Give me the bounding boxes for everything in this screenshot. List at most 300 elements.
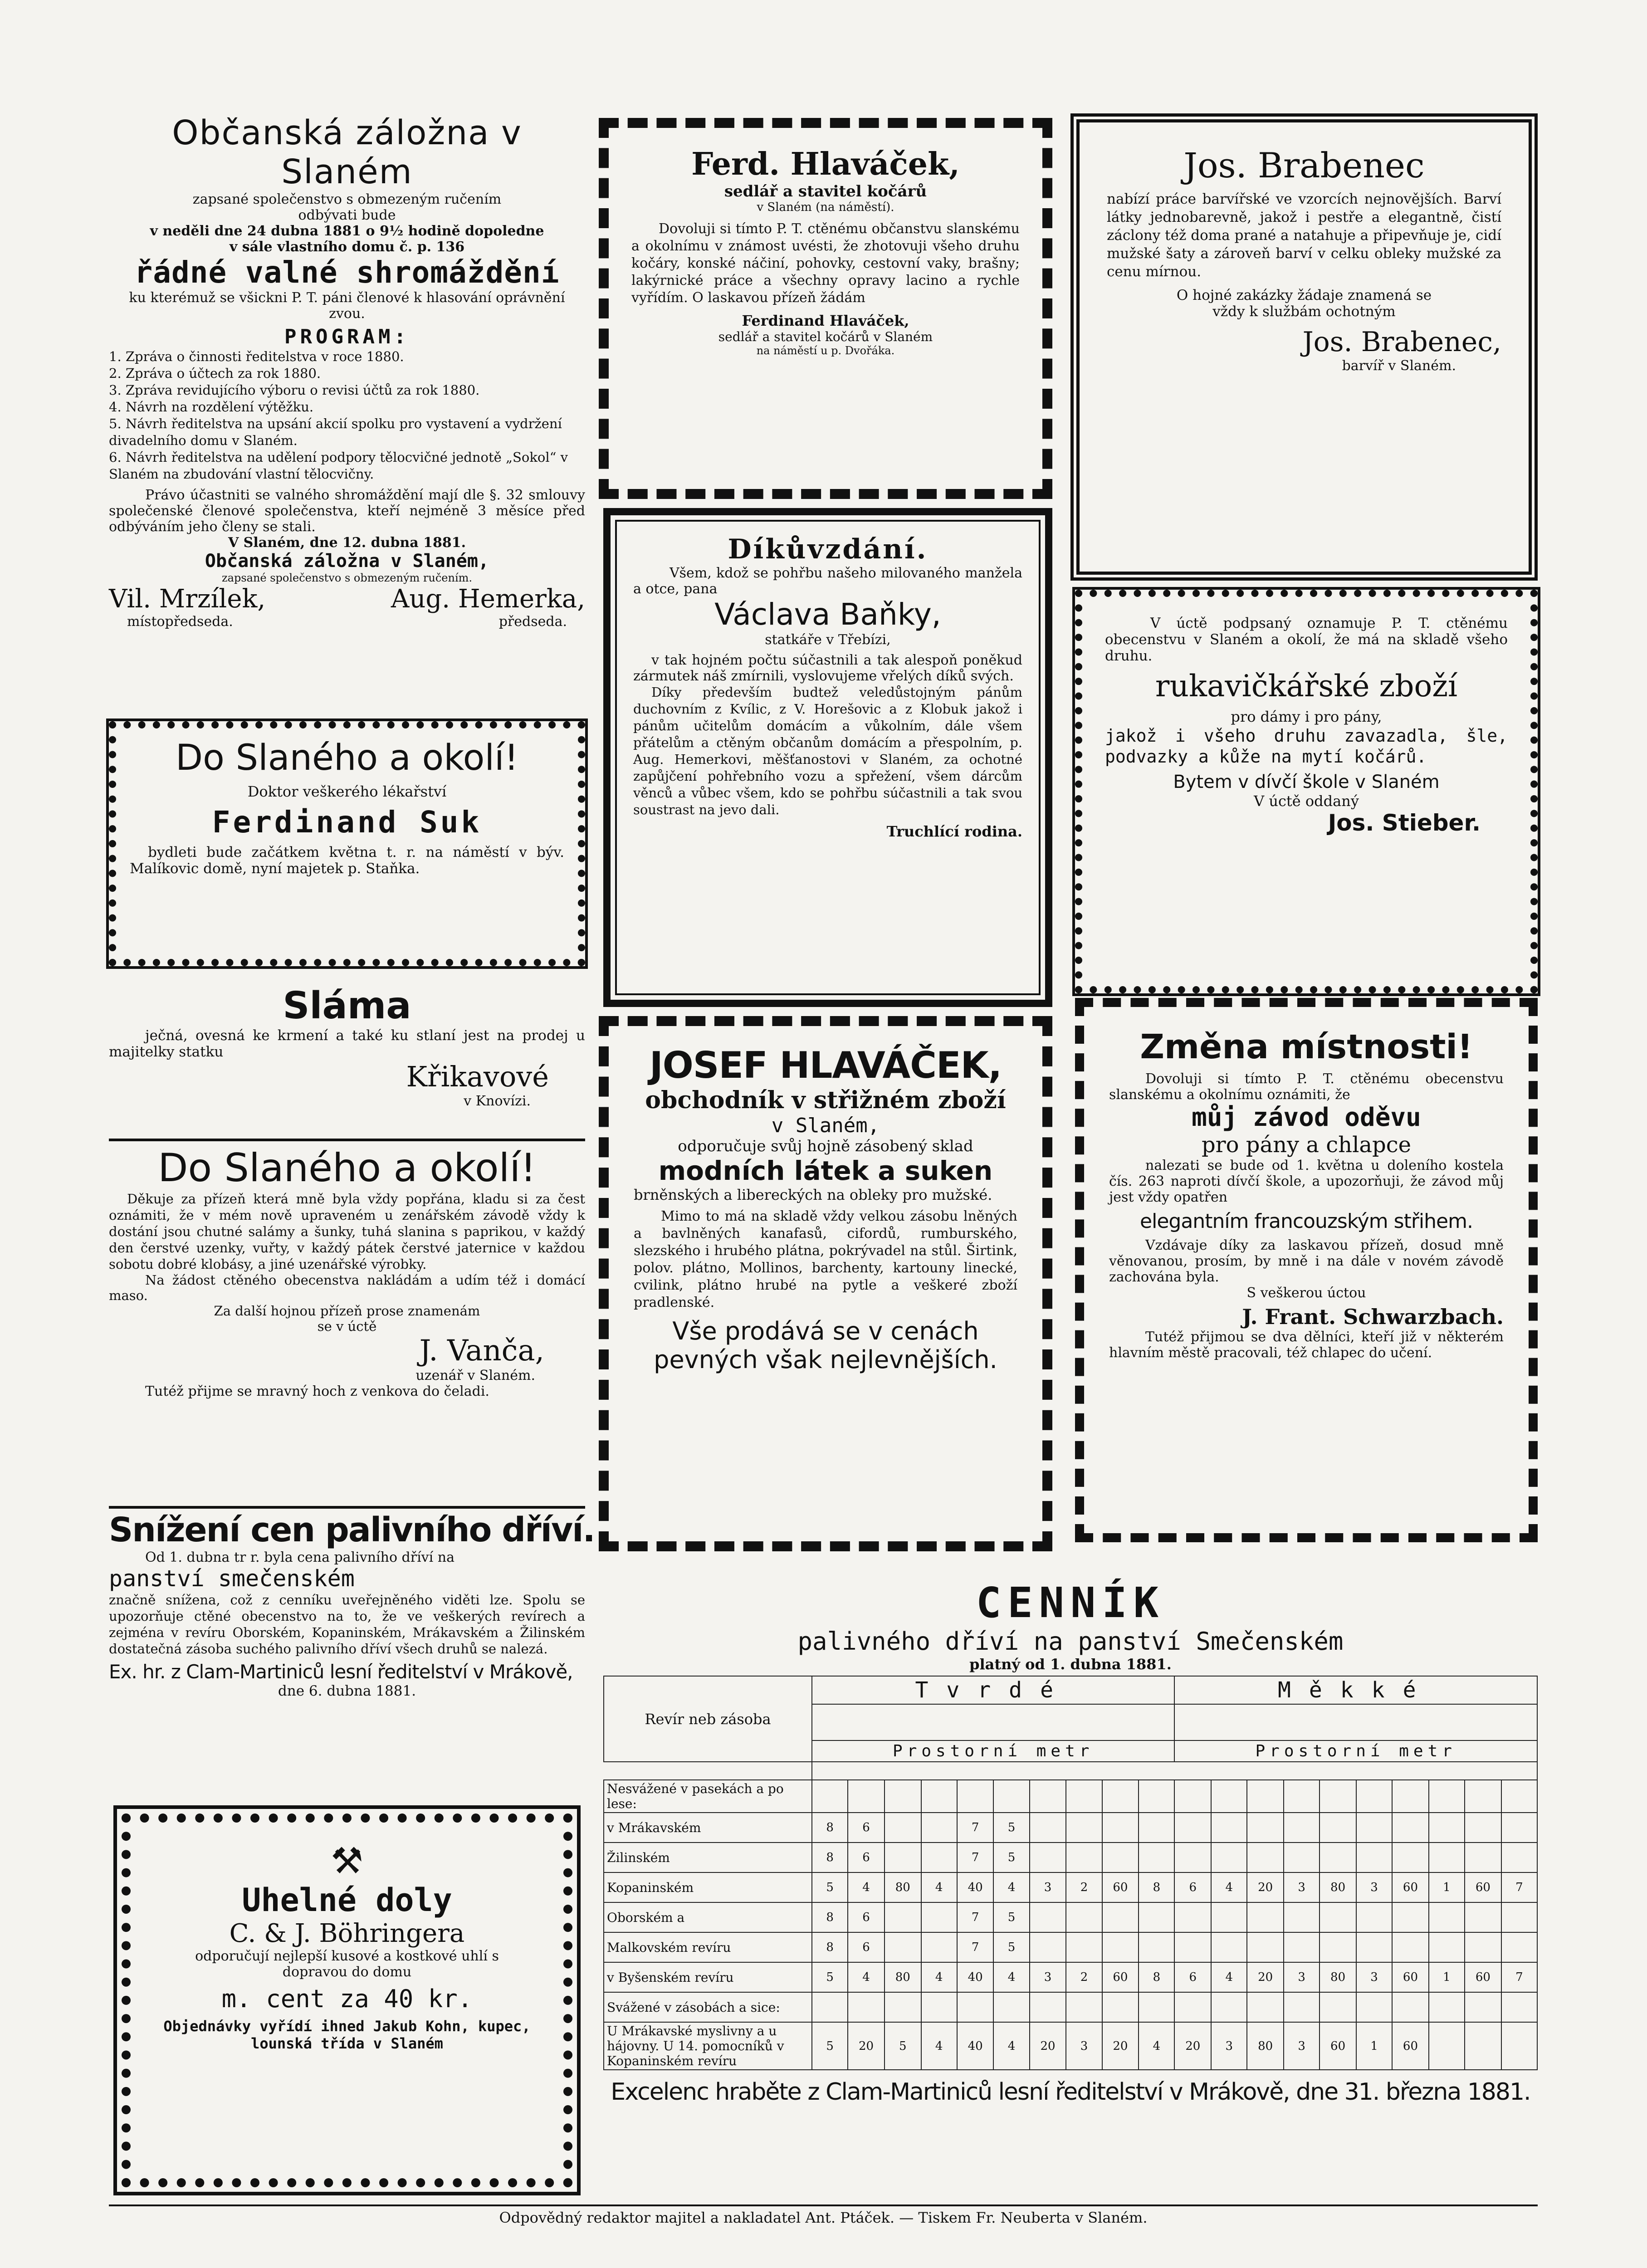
price-cell: 6 xyxy=(1174,1872,1211,1902)
vanca-text2: Na žádost ctěného obecenstva nakládám a udím též i domácí maso. xyxy=(109,1272,585,1303)
footer-rule xyxy=(109,2204,1538,2206)
price-cell xyxy=(1211,1932,1247,1962)
stieber-t5: V úctě oddaný xyxy=(1254,792,1359,810)
price-cell: 4 xyxy=(848,1872,885,1902)
price-cell: 5 xyxy=(993,1932,1029,1962)
price-cell xyxy=(1102,1843,1139,1872)
brabenec-sig2: barvíř v Slaném. xyxy=(1342,358,1456,374)
schwarz-t5: Tutéž přijmou se dva dělníci, kteří již v některém hlavním městě pracovali, též chlapec do učení. xyxy=(1109,1329,1504,1361)
zalozna-l5: ku kterémuž se všickni P. T. páni členové k hlasování oprávnění zvou. xyxy=(129,290,565,322)
price-cell xyxy=(1102,1813,1139,1843)
price-cell xyxy=(1066,1902,1102,1932)
price-cell: 3 xyxy=(1284,1962,1320,1992)
price-cell: 20 xyxy=(1247,1872,1284,1902)
price-cell xyxy=(1030,1992,1066,2022)
signer-1: Vil. Mrzílek, xyxy=(109,584,266,614)
brabenec-t2: O hojné zakázky žádaje znamená se vždy k službám ochotným xyxy=(1176,287,1432,320)
price-cell xyxy=(1174,1902,1211,1932)
price-cell: 8 xyxy=(812,1902,848,1932)
zalozna-l3: v neděli dne 24 dubna 1881 o 9½ hodině dopoledne xyxy=(150,223,544,239)
price-cell: 7 xyxy=(1501,1872,1537,1902)
item-6: 6. Návrh ředitelstva na udělení podpory tělocvičné jednotě „Sokol“ v Slaném na zbudování vlastní tělocvičny. xyxy=(109,450,568,482)
price-cell xyxy=(1211,1843,1247,1872)
hlavacek-sub: sedlář a stavitel kočárů xyxy=(724,182,927,200)
price-cell: 5 xyxy=(993,1813,1029,1843)
item-5: 5. Návrh ředitelstva na upsání akcií spolku pro vystavení a vydržení divadelního domu v Slaném. xyxy=(109,416,562,448)
price-cell: 7 xyxy=(957,1843,994,1872)
hlavacek-sig3: na náměstí u p. Dvořáka. xyxy=(756,344,895,357)
zalozna-pravo: Právo účastniti se valného shromáždění mají dle §. 32 smlouvy společenské členové společenstva, kteří nejméně 3 měsíce před odbýváním jeho členy se stali. xyxy=(109,487,585,535)
schwarz-t2: nalezati se bude od 1. května u doleního kostela čís. 263 naproti dívčí škole, a upozorňuji, že závod můj jest vždy opatřen xyxy=(1109,1158,1504,1205)
mekke-header: Měkké xyxy=(1174,1676,1537,1704)
zalozna-ad xyxy=(109,113,585,630)
price-cell: 1 xyxy=(1429,1962,1465,1992)
uhelne-order: Objednávky vyřídí ihned Jakub Kohn, kupec, lounská třída v Slaném xyxy=(163,2018,531,2052)
price-cell xyxy=(1139,1932,1174,1962)
row-label: Oborském a xyxy=(604,1902,812,1932)
suk-title: Do Slaného a okolí! xyxy=(176,738,518,778)
price-cell xyxy=(1139,1813,1174,1843)
price-cell xyxy=(1030,1902,1066,1932)
price-cell xyxy=(1429,1843,1465,1872)
price-cell: 4 xyxy=(921,2022,957,2070)
price-cell: 8 xyxy=(812,1813,848,1843)
price-cell: 80 xyxy=(885,1962,921,1992)
uhelne-price: m. cent za 40 kr. xyxy=(221,1984,473,2013)
diky-text3: Díky především budtež veledůstojným pánům duchovním z Kvílic, z V. Horešovic a z Klobuk jakož i pánům učitelům domácím a vůkolním, dále všem přátelům a ctěným občanům domácím a přespolním, p. Aug. Hemerkovi, měšťanostovi v Slaném, za ochotné zapůjčení pohřebního vozu a spřežení, všem dárcům věnců a vůbec všem, kdo se pohřbu súčastnili a tak svou soustrast na jevo dali. xyxy=(633,684,1022,817)
price-cell: 20 xyxy=(1247,1962,1284,1992)
cennik-title: CENNÍK xyxy=(976,1579,1165,1627)
signer-2: Aug. Hemerka, xyxy=(391,584,585,614)
price-cell: 7 xyxy=(1501,1962,1537,1992)
price-cell xyxy=(1320,1902,1356,1932)
hlavacek-sedlar-ad xyxy=(599,118,1052,499)
stieber-t3: jakož i všeho druhu zavazadla, šle, podvazky a kůže na mytí kočárů. xyxy=(1105,726,1508,767)
drivi-date: dne 6. dubna 1881. xyxy=(278,1683,416,1699)
zalozna-l2: odbývati bude xyxy=(298,207,396,223)
row-label: v Byšenském revíru xyxy=(604,1962,812,1992)
zalozna-items xyxy=(109,348,585,483)
stieber-sig: Jos. Stieber. xyxy=(1328,810,1481,836)
brabenec-ad xyxy=(1070,113,1538,581)
vanca-text4: Tutéž přijme se mravný hoch z venkova do čeladi. xyxy=(145,1383,489,1399)
table-row xyxy=(604,1780,1537,1813)
price-cell: 3 xyxy=(1356,1872,1392,1902)
price-cell: 20 xyxy=(1174,2022,1211,2070)
row-label: Žilinském xyxy=(604,1843,812,1872)
price-cell: 60 xyxy=(1392,1962,1429,1992)
row-label: Kopaninském xyxy=(604,1872,812,1902)
price-cell xyxy=(993,1780,1029,1813)
slama-title: Sláma xyxy=(283,984,411,1027)
price-cell: 60 xyxy=(1465,1872,1501,1902)
zalozna-sig-sub: zapsané společenstvo s obmezeným ručením. xyxy=(222,572,472,584)
price-cell: 20 xyxy=(1102,2022,1139,2070)
price-cell: 3 xyxy=(1211,2022,1247,2070)
price-cell xyxy=(1174,1932,1211,1962)
price-cell: 80 xyxy=(1320,1872,1356,1902)
uhelne-text: odporučují nejlepší kusové a kostkové uhlí s dopravou do domu xyxy=(195,1948,499,1980)
price-cell xyxy=(1356,1780,1392,1813)
vanca-role: uzenář v Slaném. xyxy=(415,1368,535,1383)
row-label: v Mrákavském xyxy=(604,1813,812,1843)
price-cell xyxy=(885,1780,921,1813)
price-cell xyxy=(1211,1992,1247,2022)
price-cell: 3 xyxy=(1066,2022,1102,2070)
price-cell xyxy=(812,1780,848,1813)
price-cell: 5 xyxy=(812,1872,848,1902)
dikuvzdani-ad xyxy=(603,508,1052,1007)
price-cell xyxy=(1174,1843,1211,1872)
schwarz-big2: pro pány a chlapce xyxy=(1201,1132,1412,1158)
price-cell xyxy=(1356,1992,1392,2022)
price-cell xyxy=(1392,1902,1429,1932)
price-cell xyxy=(1356,1902,1392,1932)
price-cell xyxy=(1501,1780,1537,1813)
price-cell: 60 xyxy=(1102,1872,1139,1902)
price-cell: 3 xyxy=(1030,1962,1066,1992)
price-cell xyxy=(1247,1843,1284,1872)
drivi-text1: Od 1. dubna tr r. byla cena palivního dříví na xyxy=(145,1549,455,1565)
zalozna-l4: v sále vlastního domu č. p. 136 xyxy=(229,239,465,255)
price-cell: 4 xyxy=(1139,2022,1174,2070)
price-cell xyxy=(1174,1992,1211,2022)
price-cell: 4 xyxy=(921,1872,957,1902)
row-label: U Mrákavské myslivny a u hájovny. U 14. pomocníků v Kopaninském revíru xyxy=(604,2022,812,2070)
josef-hlavacek-ad xyxy=(599,1016,1052,1551)
schwarz-t4: S veškerou úctou xyxy=(1246,1285,1366,1301)
vanca-text3: Za další hojnou přízeň prose znamenám se v úctě xyxy=(214,1303,480,1334)
price-cell: 6 xyxy=(848,1813,885,1843)
diky-name: Václava Baňky, xyxy=(714,597,941,632)
cennik-table xyxy=(603,1676,1538,2070)
price-cell xyxy=(1284,1813,1320,1843)
price-cell xyxy=(1429,1780,1465,1813)
zalozna-title: Občanská záložna v Slaném xyxy=(172,113,522,191)
suk-l1: Doktor veškerého lékařství xyxy=(247,783,447,800)
stieber-t1: V úctě podpsaný oznamuje P. T. ctěnému obecenstvu v Slaném a okolí, že má na skladě všeho druhu. xyxy=(1105,615,1508,664)
price-cell xyxy=(1066,1932,1102,1962)
price-cell: 4 xyxy=(993,1962,1029,1992)
price-cell xyxy=(885,1813,921,1843)
price-cell xyxy=(1139,1902,1174,1932)
hlavacek-title: Ferd. Hlaváček, xyxy=(691,146,960,182)
price-cell: 20 xyxy=(1030,2022,1066,2070)
price-cell xyxy=(1030,1932,1066,1962)
price-cell xyxy=(1465,2022,1501,2070)
price-cell xyxy=(1392,1992,1429,2022)
price-cell: 40 xyxy=(957,1962,994,1992)
zalozna-date: V Slaném, dne 12. dubna 1881. xyxy=(228,535,466,551)
price-cell: 40 xyxy=(957,1872,994,1902)
stieber-t4: Bytem v dívčí škole v Slaném xyxy=(1173,772,1440,792)
drivi-panstvi: panství smečenském xyxy=(109,1565,355,1592)
price-cell xyxy=(1392,1932,1429,1962)
suk-name: Ferdinand Suk xyxy=(212,805,482,840)
price-cell xyxy=(848,1992,885,2022)
price-cell xyxy=(993,1992,1029,2022)
diky-sub: statkáře v Třebízi, xyxy=(765,632,891,648)
cennik-sub: palivného dříví na panství Smečenském xyxy=(797,1627,1344,1656)
price-cell xyxy=(812,1992,848,2022)
table-row xyxy=(604,1992,1537,2022)
price-cell xyxy=(1465,1902,1501,1932)
divider xyxy=(109,1139,585,1141)
price-cell xyxy=(1429,1992,1465,2022)
price-cell xyxy=(957,1992,994,2022)
price-cell xyxy=(1320,1843,1356,1872)
price-cell xyxy=(1211,1813,1247,1843)
zalozna-roles xyxy=(109,614,585,630)
suk-ad xyxy=(109,721,585,966)
price-cell: 5 xyxy=(812,2022,848,2070)
zalozna-sig-title: Občanská záložna v Slaném, xyxy=(205,551,489,572)
price-cell xyxy=(1102,1902,1139,1932)
suk-text: bydleti bude začátkem května t. r. na náměstí v býv. Malíkovic domě, nyní majetek p. Staňka. xyxy=(130,844,564,877)
josef-t2: brněnských a libereckých na obleky pro mužské. xyxy=(634,1186,992,1203)
price-cell xyxy=(1174,1813,1211,1843)
price-cell: 4 xyxy=(993,2022,1029,2070)
diky-text2: v tak hojném počtu súčastnili a tak alespoň poněkud zármutek náš zmírnili, vyslovujeme vřelých díků svých. xyxy=(633,652,1022,684)
price-cell: 60 xyxy=(1465,1962,1501,1992)
price-cell: 80 xyxy=(1247,2022,1284,2070)
drivi-title: Snížení cen palivního dříví. xyxy=(109,1510,595,1549)
schwarz-t1: Dovoluji si tímto P. T. ctěnému obecenstvu slanskému a okolnímu oznámiti, že xyxy=(1109,1071,1504,1103)
price-cell xyxy=(1429,1932,1465,1962)
price-cell: 8 xyxy=(1139,1872,1174,1902)
zalozna-l1: zapsané společenstvo s obmezeným ručením xyxy=(192,191,502,207)
price-cell: 8 xyxy=(1139,1962,1174,1992)
price-cell xyxy=(848,1780,885,1813)
price-cell: 8 xyxy=(812,1932,848,1962)
slama-name: Křikavové xyxy=(406,1060,549,1093)
price-cell: 3 xyxy=(1284,2022,1320,2070)
price-cell: 2 xyxy=(1066,1872,1102,1902)
item-3: 3. Zpráva revidujícího výboru o revisi účtů za rok 1880. xyxy=(109,382,480,398)
price-cell xyxy=(1284,1932,1320,1962)
schwarzbach-ad xyxy=(1075,998,1538,1542)
slama-text: ječná, ovesná ke krmení a také ku stlaní jest na prodej u majitelky statku xyxy=(109,1027,585,1060)
price-cell xyxy=(1030,1843,1066,1872)
price-cell xyxy=(1356,1813,1392,1843)
price-cell: 40 xyxy=(957,2022,994,2070)
price-cell xyxy=(957,1780,994,1813)
price-cell xyxy=(1066,1992,1102,2022)
vanca-ad xyxy=(109,1145,585,1399)
price-cell xyxy=(1320,1813,1356,1843)
price-cell xyxy=(921,1992,957,2022)
schwarz-t3: Vzdávaje díky za laskavou přízeň, dosud mně věnovanou, prosím, by mně i na dále v novém závodě zachována byla. xyxy=(1109,1237,1504,1285)
price-cell xyxy=(1392,1843,1429,1872)
vanca-name: J. Vanča, xyxy=(419,1334,544,1368)
slama-place: v Knovízi. xyxy=(464,1093,531,1109)
price-cell: 2 xyxy=(1066,1962,1102,1992)
price-cell xyxy=(1501,1992,1537,2022)
price-cell xyxy=(1429,1902,1465,1932)
price-cell xyxy=(1247,1902,1284,1932)
zalozna-program: PROGRAM: xyxy=(284,325,410,348)
cennik-sub2: platný od 1. dubna 1881. xyxy=(969,1656,1172,1673)
price-cell xyxy=(885,1843,921,1872)
price-cell xyxy=(1211,1902,1247,1932)
price-cell xyxy=(1247,1932,1284,1962)
price-cell: 3 xyxy=(1356,1962,1392,1992)
brabenec-text: nabízí práce barvířské ve vzorcích nejnovějších. Barví látky jednobarevně, jakož i pestře a elegantně, čistí záclony též doma prané a natahuje a připevňuje je, cidí mužské šaty a zároveň barví v celku obleky mužské za cenu mírnou. xyxy=(1107,191,1501,280)
price-cell xyxy=(921,1813,957,1843)
diky-sig: Truchlící rodina. xyxy=(886,823,1022,840)
price-cell xyxy=(1501,1902,1537,1932)
hlavacek-sig: Ferdinand Hlaváček, xyxy=(742,312,909,329)
price-cell xyxy=(1139,1992,1174,2022)
josef-t1: odporučuje svůj hojně zásobený sklad xyxy=(678,1137,973,1155)
price-cell: 80 xyxy=(885,1872,921,1902)
schwarz-title: Změna místnosti! xyxy=(1140,1027,1473,1066)
price-cell: 6 xyxy=(848,1902,885,1932)
price-cell xyxy=(1102,1992,1139,2022)
hlavacek-text: Dovoluji si tímto P. T. ctěnému občanstvu slanskému a okolnímu v známost uvésti, že zhotovuji všeho druhu kočáry, konské náčiní, pohovky, cestovní vaky, brašny; lakýrnické práce a všechny opravy lacino a rychle vyřídím. O laskavou přízeň žádám xyxy=(631,221,1020,306)
stieber-t2: pro dámy i pro pány, xyxy=(1231,708,1382,725)
revir-header: Revír neb zásoba xyxy=(604,1676,812,1762)
price-cell xyxy=(1501,2022,1537,2070)
price-cell: 6 xyxy=(848,1843,885,1872)
row-label: Nesvážené v pasekách a po lese: xyxy=(604,1780,812,1813)
price-cell: 4 xyxy=(848,1962,885,1992)
price-cell: 60 xyxy=(1320,2022,1356,2070)
price-cell xyxy=(1102,1932,1139,1962)
diky-title: Díkůvzdání. xyxy=(728,533,928,565)
price-cell xyxy=(1284,1902,1320,1932)
table-row xyxy=(604,1813,1537,1843)
price-cell: 4 xyxy=(993,1872,1029,1902)
price-cell xyxy=(1284,1780,1320,1813)
price-cell: 4 xyxy=(1211,1962,1247,1992)
price-cell xyxy=(921,1902,957,1932)
brabenec-title: Jos. Brabenec xyxy=(1183,145,1425,186)
tvrde-header: Tvrdé xyxy=(812,1676,1174,1704)
drivi-text2: značně snížena, což z cenníku uveřejněného viděti lze. Spolu se upozorňuje ctěné obecenstvo na to, že ve veškerých revírech a zejména v revíru Oborském, Kopaninském, Mrákavském a Žilinském dostatečná zásoba suchého palivního dříví všech druhů se nalezá. xyxy=(109,1592,585,1657)
prostorni-header-1: Prostorní metr xyxy=(812,1740,1174,1762)
price-cell xyxy=(1465,1780,1501,1813)
price-cell: 1 xyxy=(1356,2022,1392,2070)
price-cell xyxy=(1465,1932,1501,1962)
price-cell xyxy=(1139,1780,1174,1813)
price-cell: 8 xyxy=(812,1843,848,1872)
uhelne-ad xyxy=(113,1805,581,2195)
josef-sub: obchodník v střižném zboží xyxy=(645,1086,1006,1114)
item-2: 2. Zpráva o účtech za rok 1880. xyxy=(109,366,321,381)
stieber-title: rukavičkářské zboží xyxy=(1155,669,1458,704)
price-cell xyxy=(1356,1843,1392,1872)
table-row xyxy=(604,1962,1537,1992)
josef-t3: Mimo to má na skladě vždy velkou zásobu lněných a bavlněných kanafasů, cifordů, rumburského, slezského i hrubého plátna, pokrývadel na stůl. Širtink, polov. plátno, Mollinos, barchenty, kartouny linecké, cvilink, plátno hrubé na pytle a veškeré zboží pradlenské. xyxy=(634,1208,1017,1310)
table-row xyxy=(604,1843,1537,1872)
cennik xyxy=(603,1579,1538,2106)
price-cell: 7 xyxy=(957,1902,994,1932)
divider xyxy=(109,1506,585,1509)
price-cell xyxy=(1501,1932,1537,1962)
josef-place: v Slaném, xyxy=(771,1114,880,1137)
vanca-text: Děkuje za přízeň která mně byla vždy popřána, kladu si za čest oznámiti, že v mém nově upraveném u zenářském závodě vždy k dostání jsou chutné salámy a šunky, tuhá slanina s paprikou, v každý den čerstvé uzenky, vuřty, v každý pátek čerstvé jaternice v každou sobotu dobré klobásy, a jiné uzenářské výrobky. xyxy=(109,1191,585,1272)
price-cell: 3 xyxy=(1284,1872,1320,1902)
role-2: předseda. xyxy=(498,614,567,630)
diky-text1: Všem, kdož se pohřbu našeho milovaného manžela a otce, pana xyxy=(633,565,1022,597)
price-cell: 7 xyxy=(957,1932,994,1962)
price-cell xyxy=(1501,1813,1537,1843)
price-cell xyxy=(1247,1992,1284,2022)
price-cell xyxy=(1392,1813,1429,1843)
price-cell xyxy=(1066,1813,1102,1843)
row-label: Malkovském revíru xyxy=(604,1932,812,1962)
josef-t4: Vše prodává se v cenách pevných však nejlevnějších. xyxy=(654,1317,997,1374)
item-1: 1. Zpráva o činnosti ředitelstva v roce 1880. xyxy=(109,349,404,364)
drivi-sig: Ex. hr. z Clam-Martiniců lesní ředitelství v Mrákově, xyxy=(109,1661,573,1683)
table-row xyxy=(604,1932,1537,1962)
price-cell xyxy=(1465,1843,1501,1872)
schwarz-big1: můj závod oděvu xyxy=(1192,1103,1421,1132)
price-cell xyxy=(1066,1843,1102,1872)
price-cell: 1 xyxy=(1429,1872,1465,1902)
price-cell xyxy=(1284,1843,1320,1872)
josef-big: modních látek a suken xyxy=(658,1155,993,1186)
slama-ad xyxy=(109,984,585,1109)
price-cell: 4 xyxy=(921,1962,957,1992)
price-cell: 7 xyxy=(957,1813,994,1843)
price-cell xyxy=(1320,1932,1356,1962)
price-cell xyxy=(1247,1780,1284,1813)
item-4: 4. Návrh na rozdělení výtěžku. xyxy=(109,399,314,415)
zalozna-signers xyxy=(109,584,585,614)
price-cell xyxy=(1211,1780,1247,1813)
price-cell xyxy=(885,1992,921,2022)
price-cell xyxy=(921,1780,957,1813)
price-cell xyxy=(1030,1813,1066,1843)
price-cell: 4 xyxy=(1211,1872,1247,1902)
price-cell: 60 xyxy=(1392,1872,1429,1902)
price-cell xyxy=(1247,1813,1284,1843)
price-cell xyxy=(1174,1780,1211,1813)
price-cell xyxy=(1465,1813,1501,1843)
stieber-ad xyxy=(1075,590,1538,993)
table-row xyxy=(604,1902,1537,1932)
price-cell xyxy=(885,1902,921,1932)
zalozna-head: řádné valné shromáždění xyxy=(134,255,560,290)
price-cell: 5 xyxy=(885,2022,921,2070)
brabenec-sig: Jos. Brabenec, xyxy=(1302,326,1501,358)
role-1: místopředseda. xyxy=(127,614,233,630)
price-cell: 60 xyxy=(1392,2022,1429,2070)
price-cell xyxy=(1320,1992,1356,2022)
price-cell: 5 xyxy=(993,1902,1029,1932)
price-cell xyxy=(1139,1843,1174,1872)
price-cell: 60 xyxy=(1102,1962,1139,1992)
price-cell xyxy=(921,1843,957,1872)
hlavacek-sig2: sedlář a stavitel kočárů v Slaném xyxy=(718,329,933,344)
left-column xyxy=(109,113,585,630)
price-cell: 5 xyxy=(993,1843,1029,1872)
price-cell: 20 xyxy=(848,2022,885,2070)
price-cell xyxy=(1429,1813,1465,1843)
price-cell: 5 xyxy=(812,1962,848,1992)
price-cell xyxy=(1320,1780,1356,1813)
josef-title: JOSEF HLAVÁČEK, xyxy=(649,1044,1002,1086)
price-cell xyxy=(1066,1780,1102,1813)
price-cell xyxy=(885,1932,921,1962)
price-cell: 6 xyxy=(848,1932,885,1962)
price-cell xyxy=(1392,1780,1429,1813)
schwarz-big3: elegantním francouzským střihem. xyxy=(1140,1210,1473,1233)
price-cell xyxy=(1102,1780,1139,1813)
price-cell: 6 xyxy=(1174,1962,1211,1992)
